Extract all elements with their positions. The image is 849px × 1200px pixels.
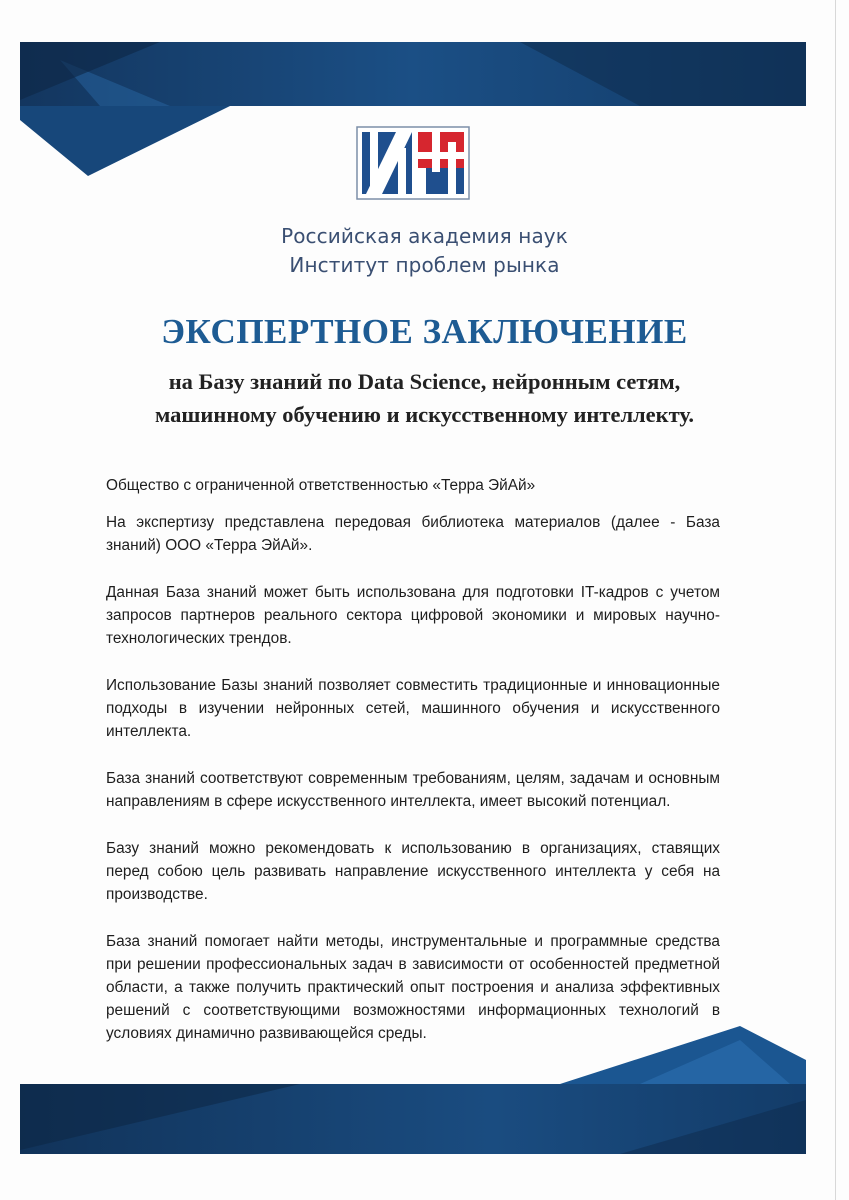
body-paragraph: Базу знаний можно рекомендовать к использованию в организациях, ставящих перед собою цель развивать направление искусственного интеллекта у себя на производстве. — [106, 840, 720, 903]
page-edge-line — [835, 0, 836, 1200]
logo-stripe-3 — [432, 132, 440, 172]
bottom-banner-facet-right — [620, 1100, 806, 1154]
inp-logo-icon — [356, 126, 470, 200]
logo-red-block — [418, 132, 464, 168]
top-banner-facet-right — [520, 42, 806, 106]
logo-bar-red — [418, 152, 464, 159]
logo-stripe-2 — [398, 148, 406, 194]
top-banner-facet — [20, 42, 160, 100]
org-institute: Институт проблем рынка — [289, 253, 560, 277]
body-paragraph: База знаний помогает найти методы, инструментальные и программные средства при решении профессиональных задач в зависимости от особенностей предметной области, а также получить практический опыт построения и анализа эффективных решений с соответствующими возможностями информационных технологий в условиях динамично развивающейся среды. — [106, 933, 720, 1042]
bottom-banner-facet — [20, 1084, 300, 1150]
document-subtitle-line1: на Базу знаний по Data Science, нейронным сетям, — [168, 369, 681, 394]
logo-blue-lower-block — [426, 168, 464, 194]
document-body — [106, 474, 720, 1069]
document-title: ЭКСПЕРТНОЕ ЗАКЛЮЧЕНИЕ — [161, 312, 688, 351]
body-paragraph: Данная База знаний может быть использована для подготовки IT-кадров с учетом запросов партнеров реального сектора цифровой экономики и мировых научно-технологических трендов. — [106, 584, 720, 647]
bottom-banner-band — [20, 1084, 806, 1154]
body-paragraph: База знаний соответствуют современным требованиям, целям, задачам и основным направлениям в сфере искусственного интеллекта, имеет высокий потенциал. — [106, 770, 720, 810]
body-paragraph: Использование Базы знаний позволяет совместить традиционные и инновационные подходы в изучении нейронных сетей, машинного обучения и искусственного интеллекта. — [106, 677, 720, 740]
top-banner-chevron-light — [60, 60, 170, 106]
body-paragraph: На экспертизу представлена передовая библиотека материалов (далее - База знаний) ООО «Терра ЭйАй». — [106, 514, 720, 554]
org-academy: Российская академия наук — [281, 224, 568, 248]
top-banner-chevron — [20, 106, 230, 176]
body-paragraph-company: Общество с ограниченной ответственностью «Терра ЭйАй» — [106, 477, 536, 494]
document-subtitle-line2: машинному обучению и искусственному интеллекту. — [154, 402, 695, 427]
top-banner-band — [20, 42, 806, 106]
logo-stripe-4 — [448, 142, 456, 194]
